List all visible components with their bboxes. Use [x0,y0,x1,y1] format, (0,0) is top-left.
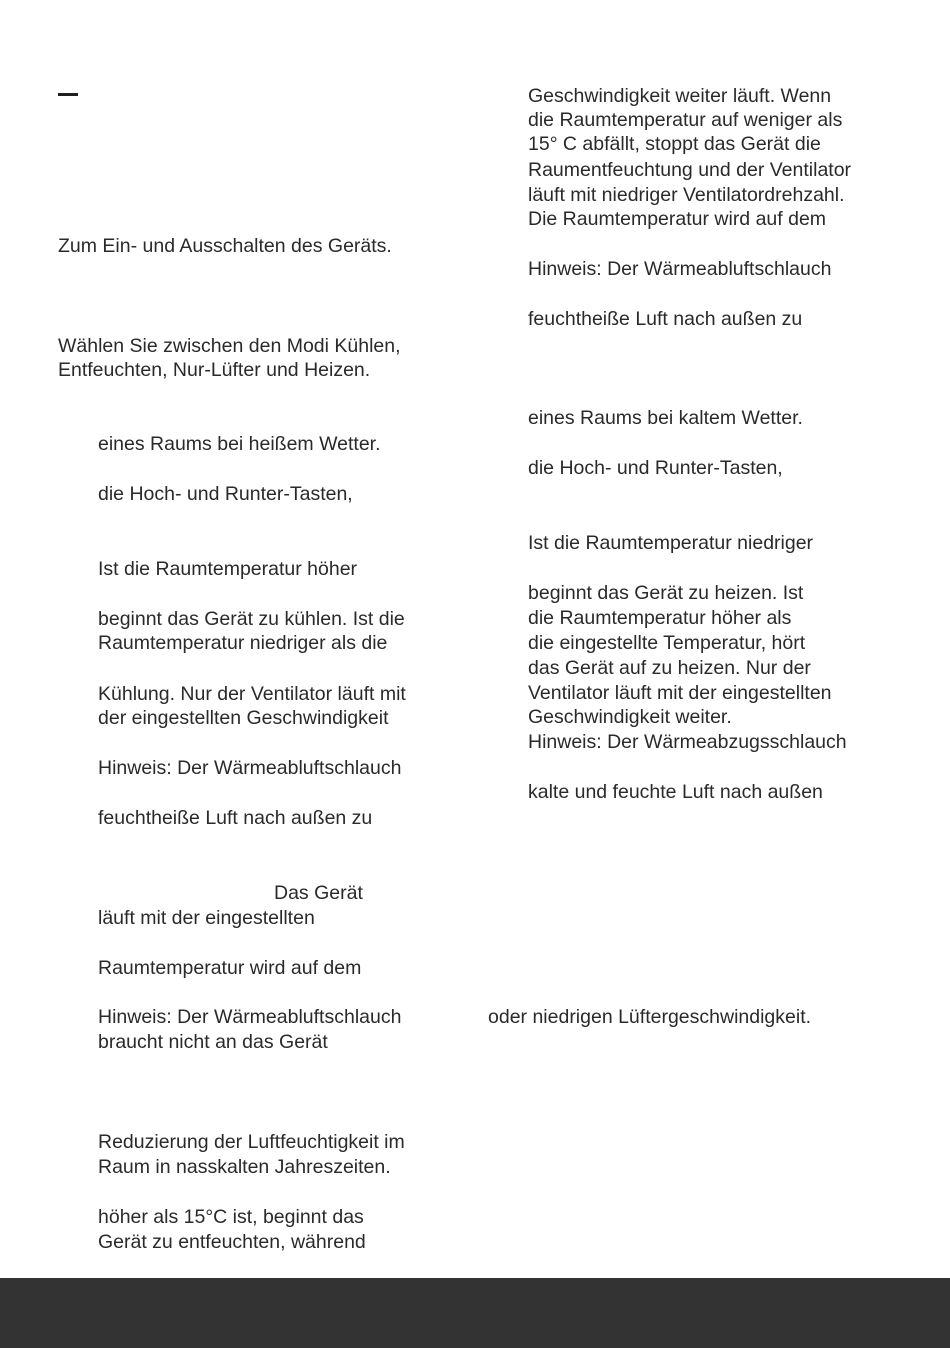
dry-continued-line: Geschwindigkeit weiter läuft. Wenn [528,85,832,107]
heat-text-line: Geschwindigkeit weiter. [528,706,732,728]
heat-text-line: die Raumtemperatur höher als [528,607,792,629]
fan-text-line: läuft mit der eingestellten [98,907,315,929]
fan-text-line: braucht nicht an das Gerät [98,1031,328,1053]
dry-text-line: höher als 15°C ist, beginnt das [98,1206,364,1228]
heat-text-line: eines Raums bei kaltem Wetter. [528,407,803,429]
dry-continued-line: Die Raumtemperatur wird auf dem [528,208,827,230]
cool-text-line: eines Raums bei heißem Wetter. [98,433,381,455]
fan-text-line: Hinweis: Der Wärmeabluftschlauch [98,1006,402,1028]
fan-text-line: Raumtemperatur wird auf dem [98,957,362,979]
cool-text-line: beginnt das Gerät zu kühlen. Ist die [98,608,405,630]
cool-text-line: Kühlung. Nur der Ventilator läuft mit [98,683,406,705]
cool-text-line: der eingestellten Geschwindigkeit [98,707,389,729]
mode-description-line: Wählen Sie zwischen den Modi Kühlen, [58,335,401,357]
heat-text-line: kalte und feuchte Luft nach außen [528,781,823,803]
cool-text-line: die Hoch- und Runter-Tasten, [98,483,353,505]
heat-text-line: Ist die Raumtemperatur niedriger [528,532,814,554]
dry-continued-line: Raumentfeuchtung und der Ventilator [528,159,852,181]
heat-text-line: beginnt das Gerät zu heizen. Ist [528,582,804,604]
cool-text-line: feuchtheiße Luft nach außen zu [98,807,373,829]
dry-continued-line: Hinweis: Der Wärmeabluftschlauch [528,258,832,280]
cool-text-line: Raumtemperatur niedriger als die [98,632,388,654]
section-dash [58,93,78,96]
dry-text-line: Gerät zu entfeuchten, während [98,1231,366,1253]
cool-text-line: Ist die Raumtemperatur höher [98,558,358,580]
cool-text-line: Hinweis: Der Wärmeabluftschlauch [98,757,402,779]
dry-text-line: Raum in nasskalten Jahreszeiten. [98,1156,391,1178]
power-description: Zum Ein- und Ausschalten des Geräts. [58,235,392,257]
dry-continued-line: 15° C abfällt, stoppt das Gerät die [528,133,821,155]
fan-speed-description: oder niedrigen Lüftergeschwindigkeit. [488,1006,812,1028]
heat-text-line: Hinweis: Der Wärmeabzugsschlauch [528,731,847,753]
heat-text-line: die Hoch- und Runter-Tasten, [528,457,783,479]
dry-continued-line: feuchtheiße Luft nach außen zu [528,308,803,330]
dry-text-line: Reduzierung der Luftfeuchtigkeit im [98,1131,405,1153]
heat-text-line: Ventilator läuft mit der eingestellten [528,682,832,704]
heat-text-line: das Gerät auf zu heizen. Nur der [528,657,811,679]
fan-text-line: Das Gerät [274,882,363,904]
footer-bar [0,1278,950,1348]
heat-text-line: die eingestellte Temperatur, hört [528,632,806,654]
dry-continued-line: die Raumtemperatur auf weniger als [528,109,843,131]
dry-continued-line: läuft mit niedriger Ventilatordrehzahl. [528,184,845,206]
mode-description-line: Entfeuchten, Nur-Lüfter und Heizen. [58,359,371,381]
